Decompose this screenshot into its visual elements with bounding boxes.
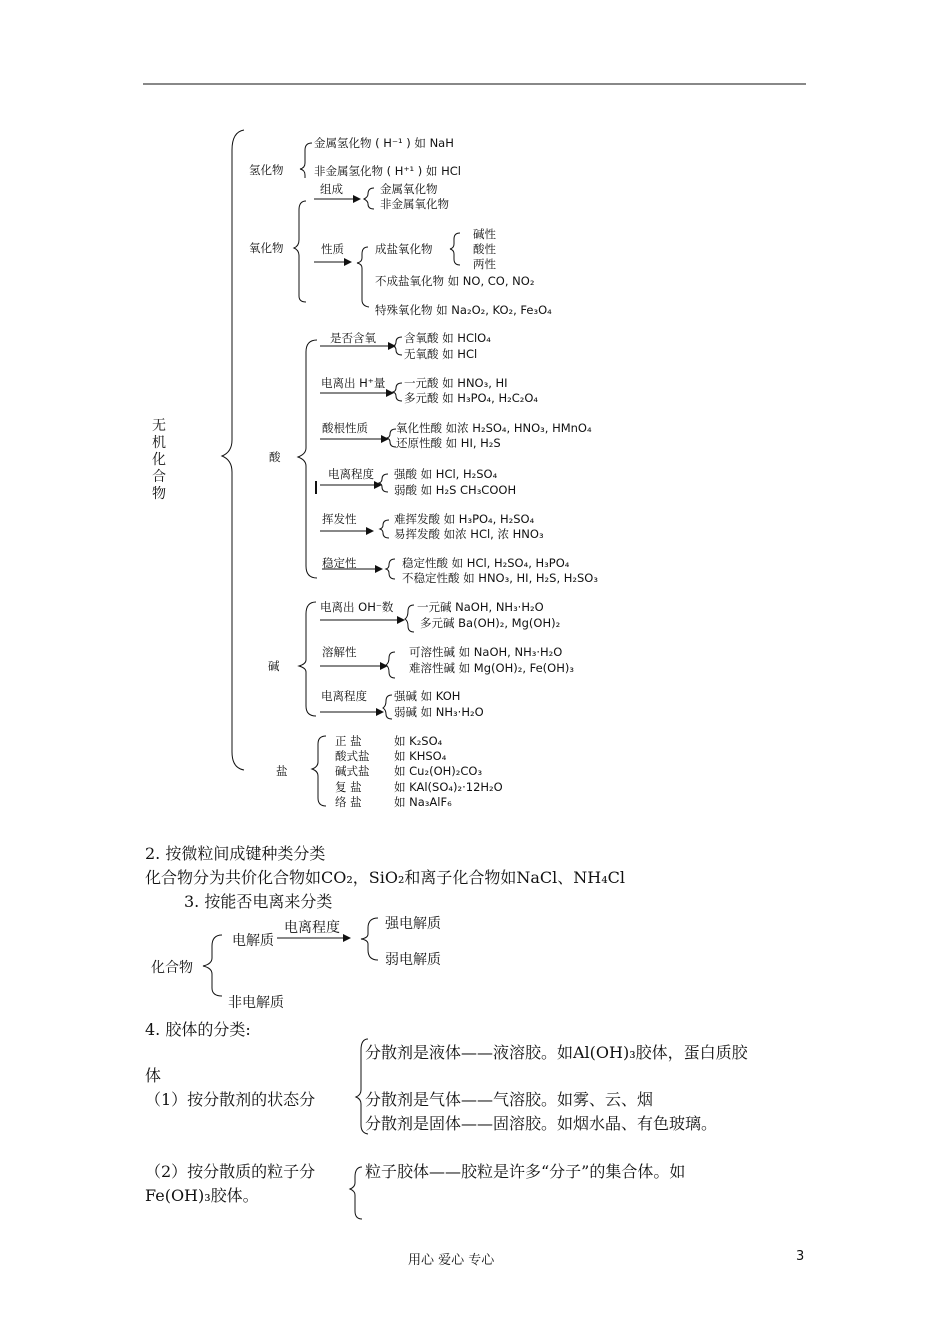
electrolyte-label: 电解质 xyxy=(232,933,274,949)
root-label: 无机化合物 xyxy=(152,418,166,502)
compound-label: 化合物 xyxy=(151,960,193,976)
liquid-colloid-line2: 体 xyxy=(145,1066,162,1085)
acidic-oxide: 酸性 xyxy=(473,242,496,256)
oxide-label: 氧化物 xyxy=(249,241,284,255)
salt-example: 如 KAl(SO₄)₂·12H₂O xyxy=(394,780,503,794)
base-oh-label: 电离出 OH⁻数 xyxy=(320,600,394,614)
polyacidic-base: 多元碱 Ba(OH)₂, Mg(OH)₂ xyxy=(420,616,561,630)
acid-stability-label: 稳定性 xyxy=(322,556,357,570)
salt-name: 碱式盐 xyxy=(335,764,370,778)
base-label: 碱 xyxy=(268,659,280,673)
salt-label: 盐 xyxy=(276,764,288,778)
oxide-property-label: 性质 xyxy=(321,242,344,256)
amphoteric-oxide: 两性 xyxy=(473,257,496,271)
salt-example: 如 Na₃AlF₆ xyxy=(394,795,452,809)
solid-colloid: 分散剂是固体——固溶胶。如烟水晶、有色玻璃。 xyxy=(365,1114,718,1133)
non-electrolyte: 非电解质 xyxy=(228,995,284,1011)
oxyacid: 含氧酸 如 HClO₄ xyxy=(404,331,491,345)
nonvolatile-acid: 难挥发酸 如 H₃PO₄, H₂SO₄ xyxy=(394,512,535,526)
oxidizing-acid: 氧化性酸 如浓 H₂SO₄, HNO₃, HMnO₄ xyxy=(396,421,592,435)
dispersed-particle-label: （2）按分散质的粒子分 xyxy=(145,1162,316,1181)
unstable-acid: 不稳定性酸 如 HNO₃, HI, H₂S, H₂SO₃ xyxy=(402,571,598,585)
salt-forming-oxide: 成盐氧化物 xyxy=(375,242,433,256)
weak-acid: 弱酸 如 H₂S CH₃COOH xyxy=(394,483,517,497)
particle-colloid: 粒子胶体——胶粒是许多“分子”的集合体。如 xyxy=(365,1162,686,1181)
hydride-label: 氢化物 xyxy=(249,163,284,177)
salt-name: 酸式盐 xyxy=(335,749,370,763)
salt-name: 络 盐 xyxy=(335,795,362,809)
salt-name: 正 盐 xyxy=(335,734,362,748)
monoacidic-base: 一元碱 NaOH, NH₃·H₂O xyxy=(417,600,544,614)
strong-electrolyte: 强电解质 xyxy=(385,916,441,932)
weak-electrolyte: 弱电解质 xyxy=(385,952,441,968)
special-oxide: 特殊氧化物 如 Na₂O₂, KO₂, Fe₃O₄ xyxy=(375,303,552,317)
base-ionization-label: 电离程度 xyxy=(321,689,367,703)
oxide-composition-label: 组成 xyxy=(320,182,343,196)
insoluble-base: 难溶性碱 如 Mg(OH)₂, Fe(OH)₃ xyxy=(409,661,574,675)
base-solubility-label: 溶解性 xyxy=(322,645,357,659)
metal-oxide: 金属氧化物 xyxy=(380,182,438,196)
section2-text: 化合物分为共价化合物如CO₂，SiO₂和离子化合物如NaCl、NH₄Cl xyxy=(145,868,626,887)
acid-ionization-label: 电离程度 xyxy=(328,467,374,481)
reducing-acid: 还原性酸 如 HI, H₂S xyxy=(396,436,501,450)
nonmetal-hydride: 非金属氢化物 ( H⁺¹ ) 如 HCl xyxy=(314,164,461,178)
salt-example: 如 K₂SO₄ xyxy=(394,734,443,748)
soluble-base: 可溶性碱 如 NaOH, NH₃·H₂O xyxy=(409,645,563,659)
root-brace xyxy=(222,130,244,770)
acid-label: 酸 xyxy=(269,450,281,464)
polyprotic-acid: 多元酸 如 H₃PO₄, H₂C₂O₄ xyxy=(404,391,539,405)
metal-hydride: 金属氢化物 ( H⁻¹ ) 如 NaH xyxy=(314,136,454,150)
gas-colloid: 分散剂是气体——气溶胶。如雾、云、烟 xyxy=(365,1090,654,1109)
page-number: 3 xyxy=(796,1249,805,1264)
basic-oxide: 碱性 xyxy=(473,227,496,241)
ionization-degree-label: 电离程度 xyxy=(284,920,340,936)
section4-heading: 4. 胶体的分类: xyxy=(145,1020,251,1039)
stable-acid: 稳定性酸 如 HCl, H₂SO₄, H₃PO₄ xyxy=(402,556,570,570)
acid-oxygen-label: 是否含氧 xyxy=(330,331,376,345)
nonmetal-oxide: 非金属氧化物 xyxy=(380,197,449,211)
acid-radical-label: 酸根性质 xyxy=(322,421,368,435)
non-salt-forming-oxide: 不成盐氧化物 如 NO, CO, NO₂ xyxy=(375,274,535,288)
section3-heading: 3. 按能否电离来分类 xyxy=(184,892,333,911)
hydracid: 无氧酸 如 HCl xyxy=(404,347,478,361)
dispersant-state-label: （1）按分散剂的状态分 xyxy=(145,1090,316,1109)
salt-example: 如 Cu₂(OH)₂CO₃ xyxy=(394,764,483,778)
liquid-colloid-line1: 分散剂是液体——液溶胶。如Al(OH)₃胶体，蛋白质胶 xyxy=(365,1043,748,1062)
salt-name: 复 盐 xyxy=(335,780,362,794)
section2-heading: 2. 按微粒间成键种类分类 xyxy=(145,844,326,863)
acid-hplus-label: 电离出 H⁺量 xyxy=(321,376,386,390)
dispersed-particle-label-cont: Fe(OH)₃胶体。 xyxy=(145,1186,259,1205)
strong-acid: 强酸 如 HCl, H₂SO₄ xyxy=(394,467,498,481)
acid-volatility-label: 挥发性 xyxy=(322,512,357,526)
volatile-acid: 易挥发酸 如浓 HCl, 浓 HNO₃ xyxy=(394,527,544,541)
footer-motto: 用心 爱心 专心 xyxy=(408,1253,495,1268)
weak-base: 弱碱 如 NH₃·H₂O xyxy=(394,705,484,719)
monoprotic-acid: 一元酸 如 HNO₃, HI xyxy=(404,376,508,390)
strong-base: 强碱 如 KOH xyxy=(394,689,461,703)
salt-example: 如 KHSO₄ xyxy=(394,749,447,763)
